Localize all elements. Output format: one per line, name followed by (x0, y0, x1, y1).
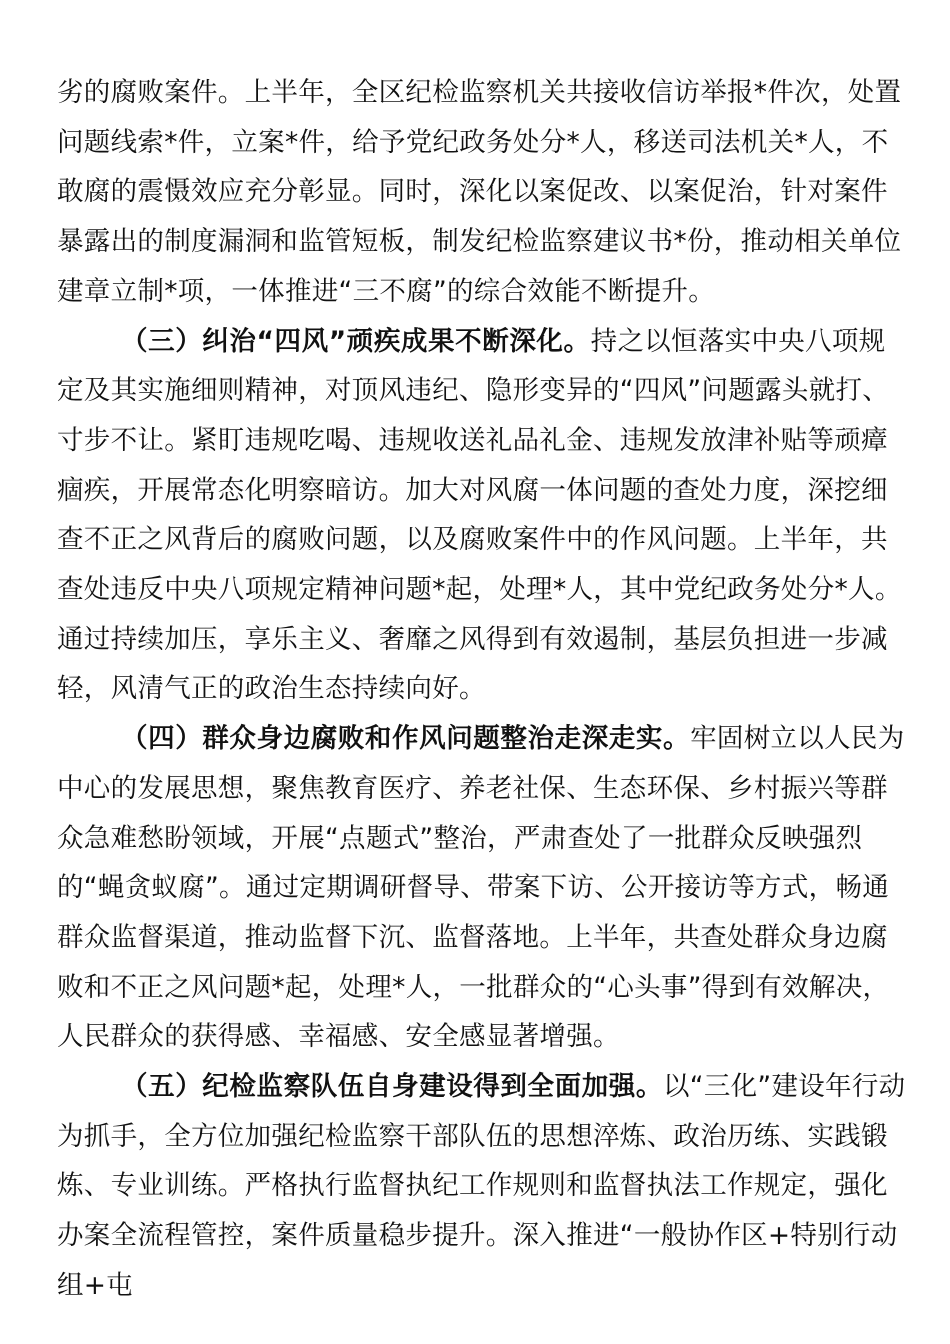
paragraph-text: 牢固树立以人民为中心的发展思想，聚焦教育医疗、养老社保、生态环保、乡村振兴等群众急难愁盼领域，开展“点题式”整治，严肃查处了一批群众反映强烈的“蝇贪蚁腐”。通过定期调研督导、带案下访、公开接访等方式，畅通群众监督渠道，推动监督下沉、监督落地。上半年，共查处群众身边腐败和不正之风问题*起，处理*人，一批群众的“心头事”得到有效解决，人民群众的获得感、幸福感、安全感显著增强。 (57, 723, 905, 1053)
section-heading-3: （三）纠治“四风”顽疾成果不断深化。 (121, 325, 591, 357)
paragraph-text: 持之以恒落实中央八项规定及其实施细则精神，对顶风违纪、隐形变异的“四风”问题露头就打、寸步不让。紧盯违规吃喝、违规收送礼品礼金、违规发放津补贴等顽瘴痼疾，开展常态化明察暗访。加大对风腐一体问题的查处力度，深挖细查不正之风背后的腐败问题，以及腐败案件中的作风问题。上半年，共查处违反中央八项规定精神问题*起，处理*人，其中党纪政务处分*人。通过持续加压，享乐主义、奢靡之风得到有效遏制，基层负担进一步减轻，风清气正的政治生态持续向好。 (57, 325, 902, 705)
section-heading-5: （五）纪检监察队伍自身建设得到全面加强。 (121, 1071, 663, 1103)
section-heading-4: （四）群众身边腐败和作风问题整治走深走实。 (121, 723, 691, 755)
paragraph-continuation (57, 68, 907, 317)
paragraph-text: 劣的腐败案件。上半年，全区纪检监察机关共接收信访举报*件次，处置问题线索*件，立案*件，给予党纪政务处分*人，移送司法机关*人，不敢腐的震慑效应充分彰显。同时，深化以案促改、以案促治，针对案件暴露出的制度漏洞和监管短板，制发纪检监察建议书*份，推动相关单位建章立制*项，一体推进“三不腐”的综合效能不断提升。 (57, 77, 902, 307)
paragraph-section-5 (57, 1062, 907, 1311)
document-page (57, 68, 907, 1311)
paragraph-text: 以“三化”建设年行动为抓手，全方位加强纪检监察干部队伍的思想淬炼、政治历练、实践锻炼、专业训练。严格执行监督执纪工作规则和监督执法工作规定，强化办案全流程管控，案件质量稳步提升。深入推进“一般协作区+特别行动组+屯 (57, 1071, 906, 1301)
paragraph-section-3 (57, 317, 907, 715)
paragraph-section-4 (57, 714, 907, 1062)
